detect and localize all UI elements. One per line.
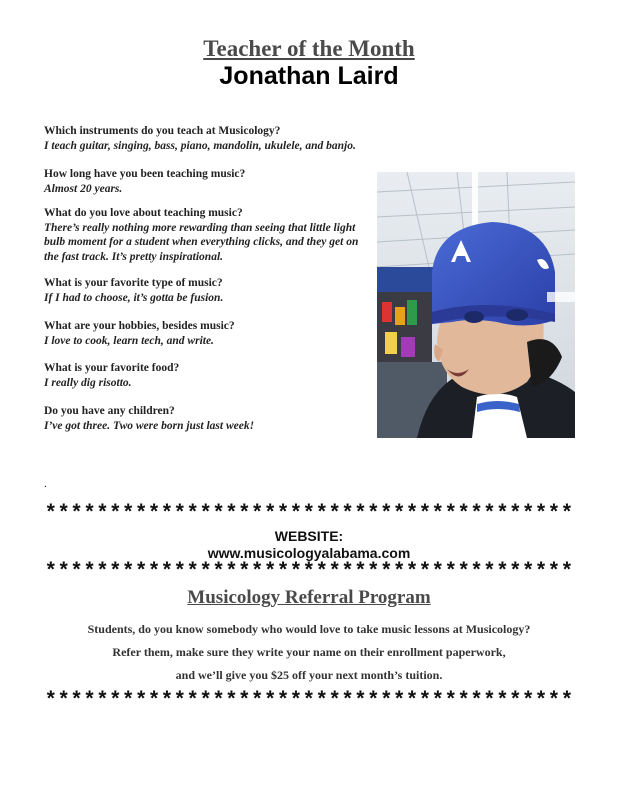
question: What do you love about teaching music? [44, 207, 243, 219]
qa-item [44, 319, 374, 348]
website-label: WEBSITE: [274, 528, 344, 544]
star-divider: ***************************************** [44, 561, 574, 584]
question: How long have you been teaching music? [44, 168, 246, 180]
referral-line: Students, do you know somebody who would love to take music lessons at Musicology? [87, 622, 531, 636]
qa-item [44, 276, 374, 305]
answer: I teach guitar, singing, bass, piano, mandolin, ukulele, and banjo. [44, 139, 356, 152]
answer: If I had to choose, it’s gotta be fusion. [44, 291, 224, 304]
referral-line: Refer them, make sure they write your name on their enrollment paperwork, [112, 645, 506, 659]
qa-item [44, 167, 374, 196]
qa-item [44, 206, 374, 264]
teacher-name: Jonathan Laird [219, 62, 399, 90]
page-title: Teacher of the Month [203, 36, 415, 61]
answer: I’ve got three. Two were born just last week! [44, 419, 255, 432]
referral-title: Musicology Referral Program [187, 587, 431, 608]
qa-item [44, 404, 374, 433]
website-url[interactable]: www.musicologyalabama.com [207, 545, 411, 561]
star-divider: ***************************************** [44, 690, 574, 713]
answer: I really dig risotto. [44, 376, 132, 389]
referral-line: and we’ll give you $25 off your next month’s tuition. [175, 668, 443, 682]
question: What are your hobbies, besides music? [44, 320, 235, 332]
question: What is your favorite food? [44, 362, 180, 374]
question: Which instruments do you teach at Musicology? [44, 125, 281, 137]
answer: There’s really nothing more rewarding than seeing that little light bulb moment for a student when everything clicks, and they get on the fast track. It’s pretty inspirational. [44, 221, 359, 263]
question: Do you have any children? [44, 405, 175, 417]
answer: I love to cook, learn tech, and write. [44, 334, 214, 347]
qa-item [44, 124, 374, 153]
teacher-photo [377, 172, 575, 438]
star-divider: ***************************************** [44, 503, 574, 526]
answer: Almost 20 years. [44, 182, 123, 195]
qa-item [44, 361, 374, 390]
question: What is your favorite type of music? [44, 277, 223, 289]
separator-dot: . [44, 478, 47, 490]
